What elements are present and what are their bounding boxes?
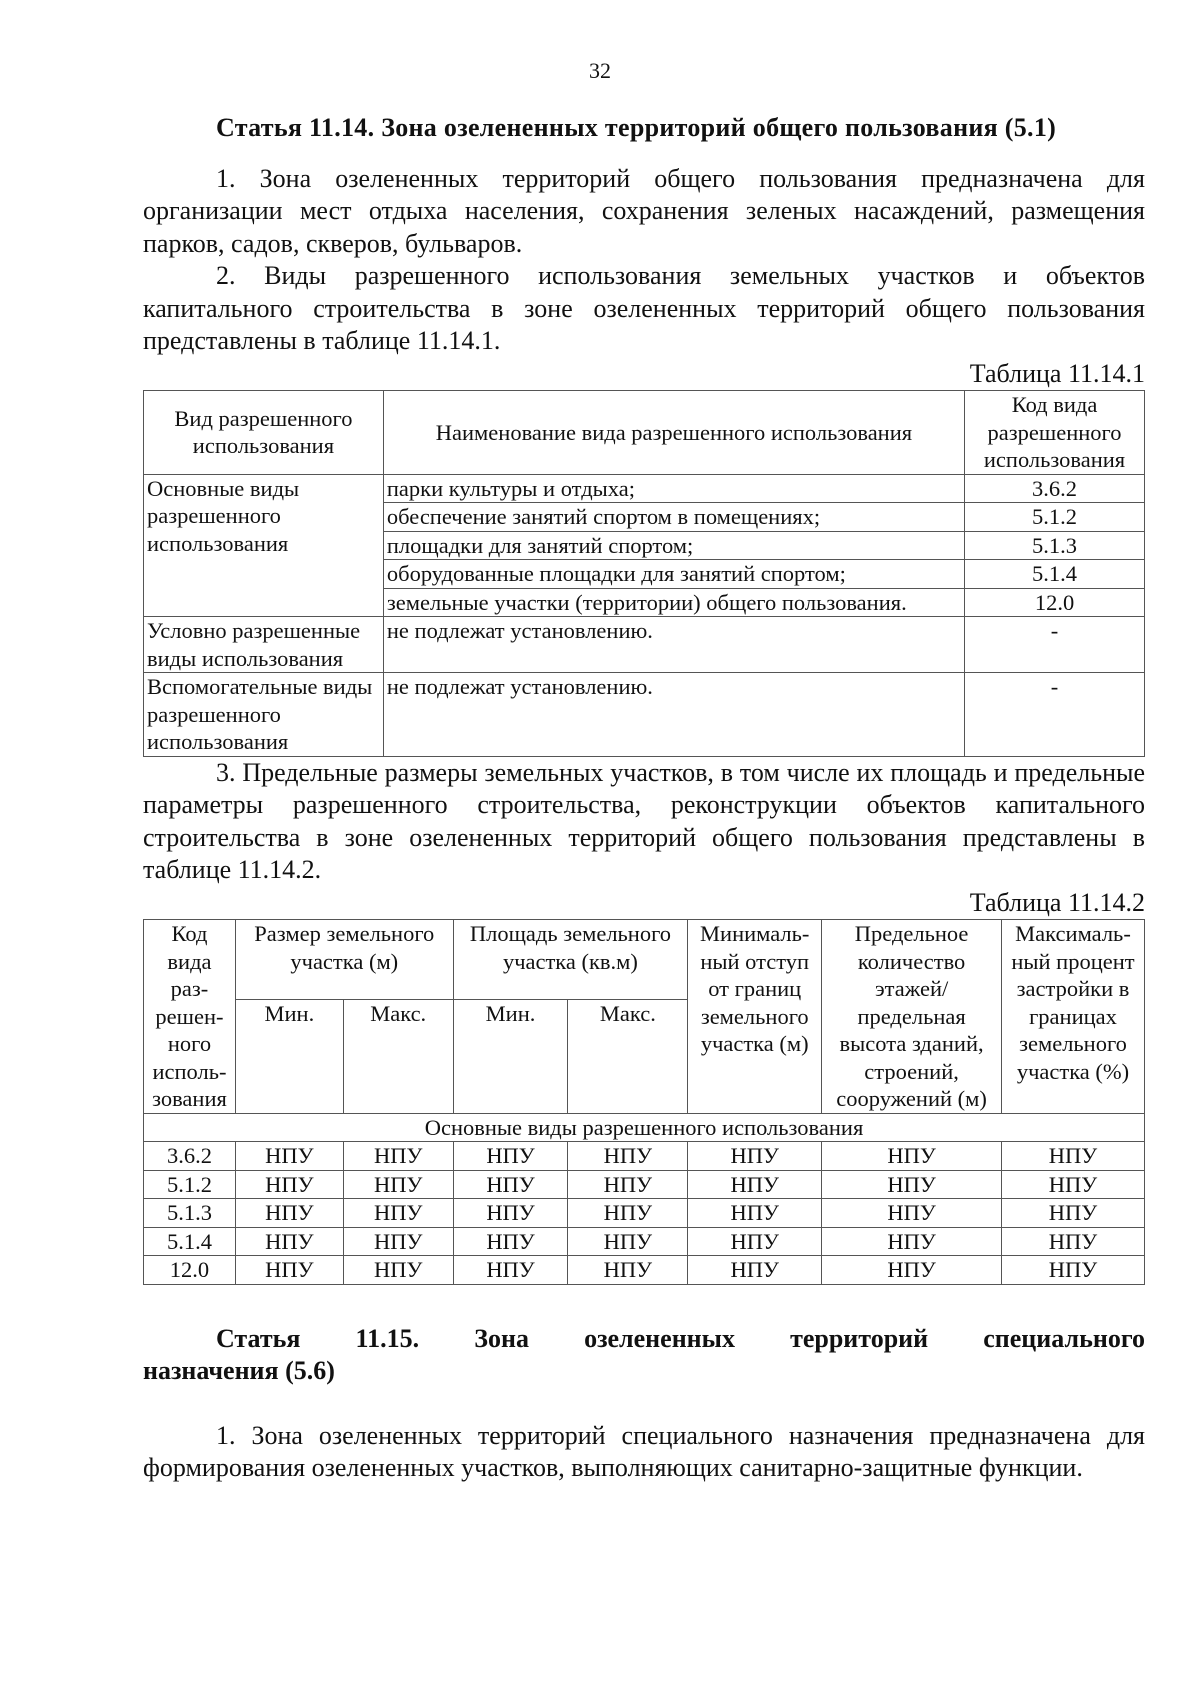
table-header-cell: Код вида разрешенного использования — [965, 391, 1145, 475]
use-name-cell: земельные участки (территории) общего пользования. — [383, 588, 964, 617]
table-header-cell: Код вида раз-решен-ного исполь-зования — [144, 920, 236, 1114]
table-cell: НПУ — [343, 1256, 453, 1285]
table-cell: НПУ — [822, 1256, 1002, 1285]
table-cell: НПУ — [453, 1227, 568, 1256]
table-cell: НПУ — [1002, 1199, 1145, 1228]
use-name-cell: не подлежат установлению. — [383, 617, 964, 673]
table-cell: НПУ — [822, 1142, 1002, 1171]
table-cell: НПУ — [822, 1170, 1002, 1199]
table-cell: НПУ — [1002, 1227, 1145, 1256]
use-name-cell: парки культуры и отдыха; — [383, 474, 964, 503]
table-11-14-1-caption: Таблица 11.14.1 — [969, 358, 1145, 388]
group-label-cell: Основные виды разрешенного использования — [144, 1113, 1145, 1142]
table-cell: НПУ — [822, 1199, 1002, 1228]
table-cell: НПУ — [453, 1256, 568, 1285]
table-cell: НПУ — [822, 1227, 1002, 1256]
table-cell: 12.0 — [144, 1256, 236, 1285]
use-code-cell: 12.0 — [965, 588, 1145, 617]
table-cell: 3.6.2 — [144, 1142, 236, 1171]
table-cell: НПУ — [568, 1142, 688, 1171]
table-cell: НПУ — [1002, 1170, 1145, 1199]
table-cell: НПУ — [453, 1142, 568, 1171]
row-group-label: Основные виды разрешенного использования — [144, 474, 384, 617]
table-cell: НПУ — [235, 1199, 343, 1228]
article-11-14-paragraph-1: 1. Зона озелененных территорий общего пользования предназначена для организации мест отдыха населения, сохранения зеленых насаждений, размещения парков, садов, скверов, бульваров. — [143, 163, 1145, 258]
table-header-row — [144, 920, 1145, 1000]
table-cell: НПУ — [688, 1227, 822, 1256]
table-cell: НПУ — [343, 1170, 453, 1199]
table-header-cell: Макс. — [343, 999, 453, 1113]
document-body — [143, 112, 1145, 1485]
table-row — [144, 474, 1145, 503]
table-cell: НПУ — [568, 1199, 688, 1228]
table-11-14-1 — [143, 390, 1145, 757]
article-11-15-paragraph-1: 1. Зона озелененных территорий специального назначения предназначена для формирования озелененных участков, выполняющих санитарно-защитные функции. — [143, 1420, 1145, 1482]
table-header-cell: Максималь-ный процент застройки в границах земельного участка (%) — [1002, 920, 1145, 1114]
table-header-row — [144, 391, 1145, 475]
use-name-cell: обеспечение занятий спортом в помещениях; — [383, 503, 964, 532]
table-header-cell: Мин. — [235, 999, 343, 1113]
table-cell: НПУ — [235, 1256, 343, 1285]
table-cell: НПУ — [235, 1142, 343, 1171]
table-row — [144, 673, 1145, 757]
use-code-cell: - — [965, 673, 1145, 757]
table-row — [144, 1256, 1145, 1285]
table-row — [144, 1142, 1145, 1171]
table-header-cell: Наименование вида разрешенного использования — [383, 391, 964, 475]
table-cell: НПУ — [688, 1256, 822, 1285]
table-cell: 5.1.4 — [144, 1227, 236, 1256]
article-11-14-paragraph-3: 3. Предельные размеры земельных участков, в том числе их площадь и предельные параметры разрешенного строительства, реконструкции объектов капитального строительства в зоне озелененных территорий общего пользования представлены в таблице 11.14.2. — [143, 757, 1145, 884]
table-row — [144, 1170, 1145, 1199]
table-cell: НПУ — [688, 1142, 822, 1171]
title-word: озелененных — [584, 1323, 735, 1353]
use-name-cell: площадки для занятий спортом; — [383, 531, 964, 560]
use-code-cell: 3.6.2 — [965, 474, 1145, 503]
page-number: 32 — [589, 58, 611, 83]
table-header-cell: Предельное количество этажей/ предельная высота зданий, строений, сооружений (м) — [822, 920, 1002, 1114]
row-group-label: Условно разрешенные виды использования — [144, 617, 384, 673]
table-cell: НПУ — [453, 1199, 568, 1228]
table-cell: НПУ — [235, 1227, 343, 1256]
table-header-cell: Макс. — [568, 999, 688, 1113]
table-header-cell: Мин. — [453, 999, 568, 1113]
table-header-cell: Минималь-ный отступ от границ земельного участка (м) — [688, 920, 822, 1114]
article-11-14-paragraph-2: 2. Виды разрешенного использования земельных участков и объектов капитального строительства в зоне озелененных территорий общего пользования представлены в таблице 11.14.1. — [143, 261, 1145, 355]
use-name-cell: оборудованные площадки для занятий спортом; — [383, 560, 964, 589]
row-group-label: Вспомогательные виды разрешенного использования — [144, 673, 384, 757]
table-cell: НПУ — [343, 1227, 453, 1256]
use-code-cell: - — [965, 617, 1145, 673]
use-name-cell: не подлежат установлению. — [383, 673, 964, 757]
table-cell: НПУ — [568, 1256, 688, 1285]
table-row — [144, 1199, 1145, 1228]
table-cell: НПУ — [343, 1199, 453, 1228]
table-11-14-2-caption: Таблица 11.14.2 — [969, 887, 1145, 917]
title-word: Статья — [216, 1323, 301, 1353]
use-code-cell: 5.1.2 — [965, 503, 1145, 532]
title-word: специального — [983, 1323, 1145, 1353]
table-cell: НПУ — [688, 1170, 822, 1199]
table-cell: НПУ — [568, 1170, 688, 1199]
table-cell: НПУ — [343, 1142, 453, 1171]
article-11-15-title — [143, 1323, 1145, 1356]
table-row — [144, 1227, 1145, 1256]
use-code-cell: 5.1.3 — [965, 531, 1145, 560]
table-cell: НПУ — [688, 1199, 822, 1228]
table-cell: НПУ — [1002, 1256, 1145, 1285]
table-cell: НПУ — [568, 1227, 688, 1256]
table-cell: НПУ — [453, 1170, 568, 1199]
table-header-cell: Вид разрешенного использования — [144, 391, 384, 475]
table-11-14-2 — [143, 919, 1145, 1285]
table-row — [144, 617, 1145, 673]
article-11-15-title-line-2: назначения (5.6) — [143, 1356, 335, 1385]
title-word: территорий — [790, 1323, 929, 1353]
title-word: 11.15. — [355, 1323, 420, 1353]
article-11-14-title: Статья 11.14. Зона озелененных территорий общего пользования (5.1) — [216, 113, 1057, 142]
table-cell: НПУ — [235, 1170, 343, 1199]
table-header-cell: Площадь земельного участка (кв.м) — [453, 920, 688, 1000]
table-cell: 5.1.2 — [144, 1170, 236, 1199]
title-word: Зона — [474, 1323, 529, 1353]
table-cell: 5.1.3 — [144, 1199, 236, 1228]
table-cell: НПУ — [1002, 1142, 1145, 1171]
table-group-row — [144, 1113, 1145, 1142]
table-header-cell: Размер земельного участка (м) — [235, 920, 453, 1000]
use-code-cell: 5.1.4 — [965, 560, 1145, 589]
